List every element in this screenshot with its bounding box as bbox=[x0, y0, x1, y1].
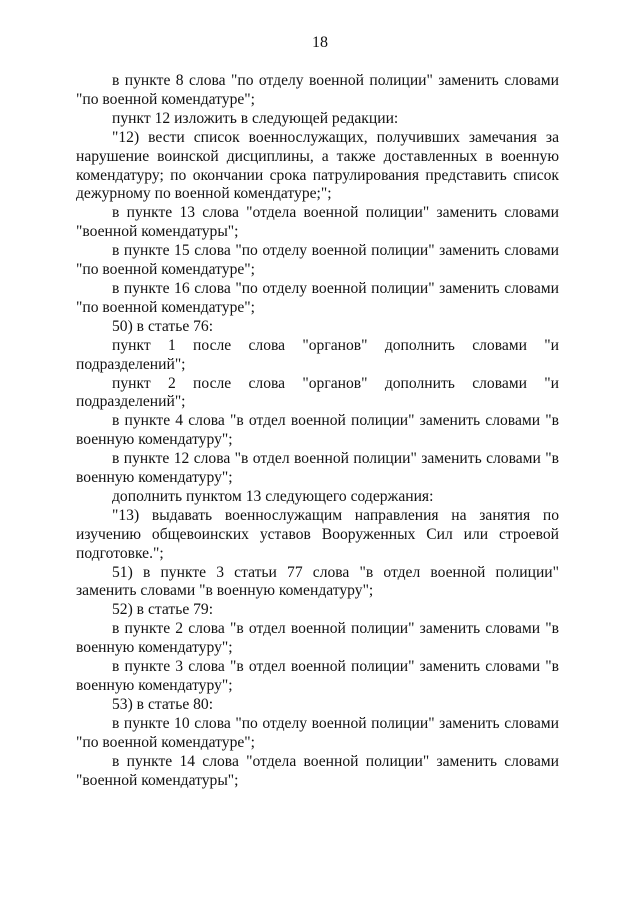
paragraph: в пункте 13 слова "отдела военной полиции" заменить словами "военной комендатуры"; bbox=[76, 204, 559, 241]
page-number: 18 bbox=[312, 34, 328, 51]
paragraph: дополнить пунктом 13 следующего содержания: bbox=[112, 487, 434, 505]
paragraph: пункт 1 после слова "органов" дополнить словами "и подразделений"; bbox=[76, 336, 559, 373]
paragraph: в пункте 12 слова "в отдел военной полиции" заменить словами "в военную комендатуру"; bbox=[76, 450, 559, 487]
paragraph: в пункте 16 слова "по отделу военной полиции" заменить словами "по военной комендатуре"; bbox=[76, 279, 559, 316]
paragraph: "12) вести список военнослужащих, получивших замечания за нарушение воинской дисциплины, а также доставленных в военную комендатуру; по окончании срока патрулирования представить список дежурному по военной комендатуре;"; bbox=[76, 128, 559, 203]
document-body bbox=[76, 72, 559, 790]
paragraph: 51) в пункте 3 статьи 77 слова "в отдел военной полиции" заменить словами "в военную комендатуру"; bbox=[76, 563, 559, 600]
paragraph: в пункте 2 слова "в отдел военной полиции" заменить словами "в военную комендатуру"; bbox=[76, 620, 559, 657]
paragraph: в пункте 14 слова "отдела военной полиции" заменить словами "военной комендатуры"; bbox=[76, 752, 559, 789]
paragraph: пункт 2 после слова "органов" дополнить словами "и подразделений"; bbox=[76, 374, 559, 411]
paragraph: в пункте 10 слова "по отделу военной полиции" заменить словами "по военной комендатуре"; bbox=[76, 714, 559, 751]
paragraph: в пункте 8 слова "по отделу военной полиции" заменить словами "по военной комендатуре"; bbox=[76, 72, 559, 108]
paragraph: 50) в статье 76: bbox=[112, 317, 214, 335]
paragraph: в пункте 15 слова "по отделу военной полиции" заменить словами "по военной комендатуре"; bbox=[76, 242, 559, 279]
paragraph: пункт 12 изложить в следующей редакции: bbox=[112, 109, 399, 127]
paragraph: в пункте 3 слова "в отдел военной полиции" заменить словами "в военную комендатуру"; bbox=[76, 658, 559, 694]
paragraph: в пункте 4 слова "в отдел военной полиции" заменить словами "в военную комендатуру"; bbox=[76, 412, 559, 449]
paragraph: 53) в статье 80: bbox=[112, 695, 214, 713]
paragraph: 52) в статье 79: bbox=[112, 601, 214, 619]
paragraph: "13) выдавать военнослужащим направления на занятия по изучению общевоинских уставов Вооруженных Сил или строевой подготовке."; bbox=[76, 506, 559, 562]
